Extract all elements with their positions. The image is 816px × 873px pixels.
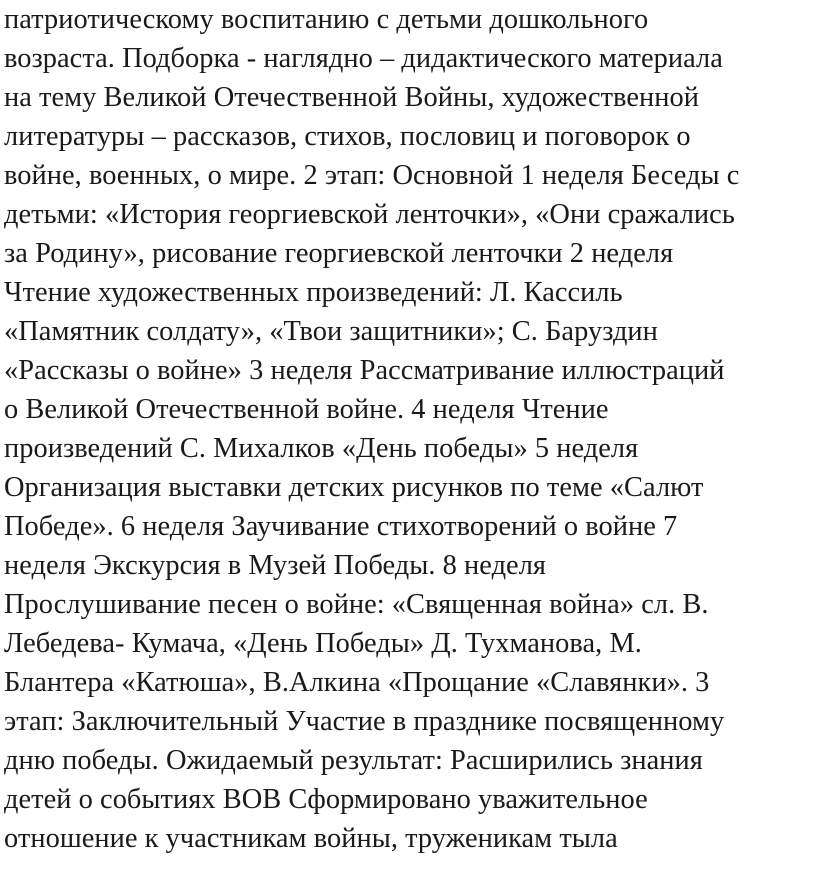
text-line-15: неделя Экскурсия в Музей Победы. 8 неделя	[4, 550, 547, 581]
text-line-2: возраста. Подборка - наглядно – дидактического материала	[4, 43, 723, 74]
text-line-9: «Памятник солдату», «Твои защитники»; С. Баруздин	[4, 316, 658, 347]
text-line-22: отношение к участникам войны, труженикам тыла	[4, 823, 618, 854]
text-line-1: патриотическому воспитанию с детьми дошкольного	[4, 4, 649, 35]
text-line-11: о Великой Отечественной войне. 4 неделя Чтение	[4, 394, 609, 425]
document-body-text	[4, 0, 816, 858]
text-line-16: Прослушивание песен о войне: «Священная война» сл. В.	[4, 589, 709, 620]
text-line-7: за Родину», рисование георгиевской ленточки 2 неделя	[4, 238, 674, 269]
text-line-12: произведений С. Михалков «День победы» 5 неделя	[4, 433, 639, 464]
text-line-6: детьми: «История георгиевской ленточки», «Они сражались	[4, 199, 735, 230]
text-line-14: Победе». 6 неделя Заучивание стихотворений о войне 7	[4, 511, 678, 542]
text-line-10: «Рассказы о войне» 3 неделя Рассматривание иллюстраций	[4, 355, 725, 386]
text-line-19: этап: Заключительный Участие в празднике посвященному	[4, 706, 725, 737]
text-line-8: Чтение художественных произведений: Л. Кассиль	[4, 277, 623, 308]
text-line-13: Организация выставки детских рисунков по теме «Салют	[4, 472, 704, 503]
text-line-18: Блантера «Катюша», В.Алкина «Прощание «Славянки». 3	[4, 667, 710, 698]
text-line-21: детей о событиях ВОВ Сформировано уважительное	[4, 784, 648, 815]
text-line-4: литературы – рассказов, стихов, пословиц и поговорок о	[4, 121, 691, 152]
text-line-17: Лебедева- Кумача, «День Победы» Д. Тухманова, М.	[4, 628, 642, 659]
text-line-5: войне, военных, о мире. 2 этап: Основной 1 неделя Беседы с	[4, 160, 740, 191]
text-line-20: дню победы. Ожидаемый результат: Расширились знания	[4, 745, 703, 776]
text-line-3: на тему Великой Отечественной Войны, художественной	[4, 82, 699, 113]
